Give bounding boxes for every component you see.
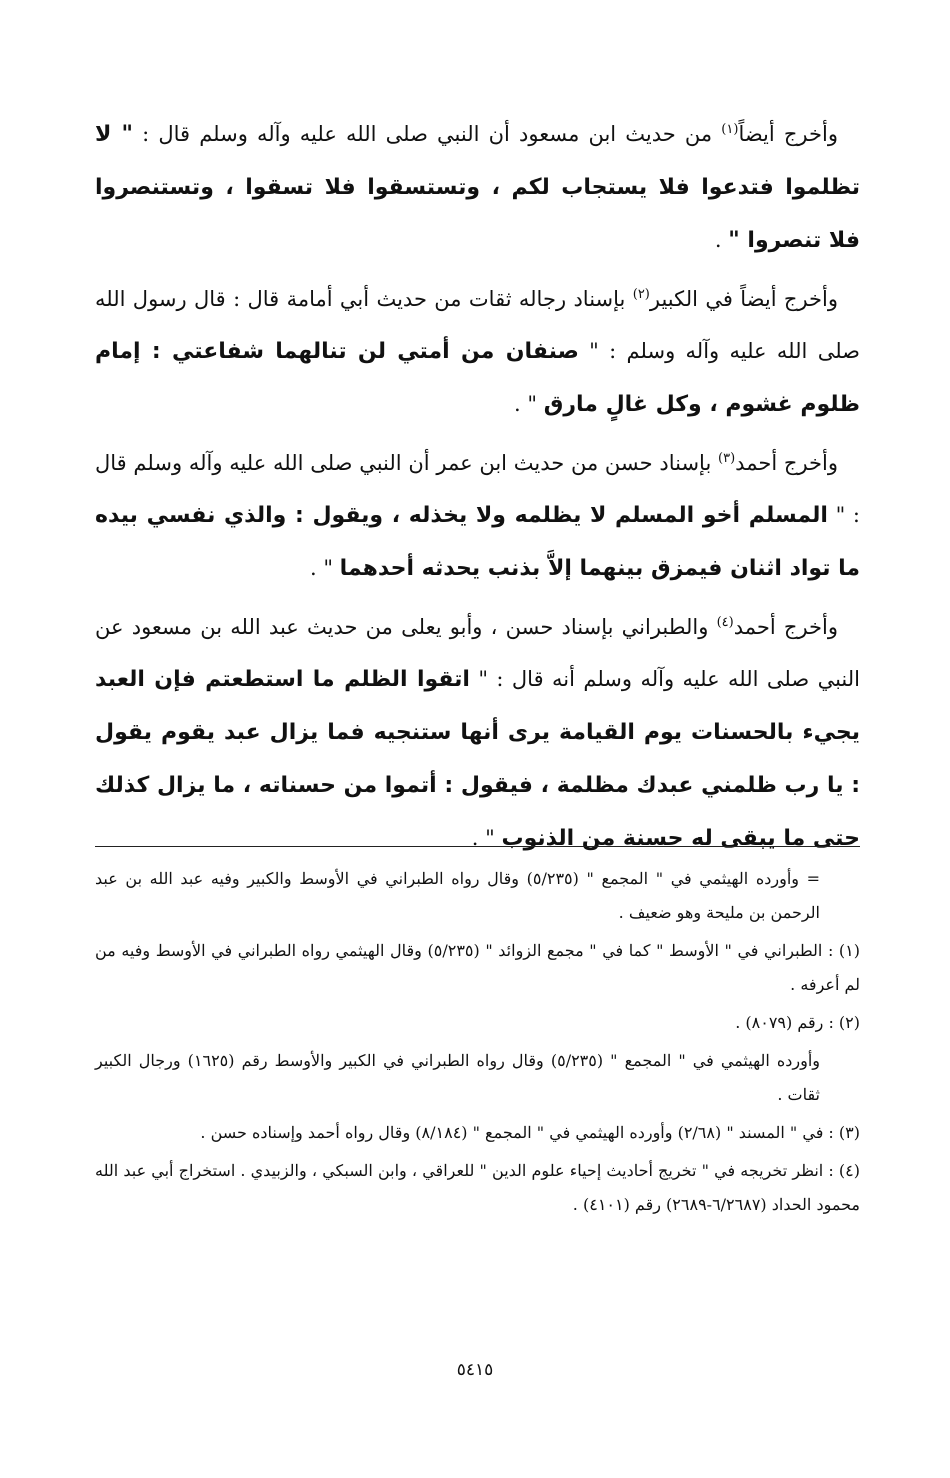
footnote-3: (٣) : في " المسند " (٢/٦٨) وأورده الهيثمي في " المجمع " (٨/١٨٤) وقال رواه أحمد وإسناده حسن . <box>200 1123 860 1142</box>
main-text <box>95 108 860 871</box>
text: بإسناد رجاله ثقات من حديث أبي أمامة قال : قال رسول الله صلى الله عليه وآله وسلم : " <box>95 287 860 363</box>
footnote-4: (٤) : انظر تخريجه في " تخريج أحاديث إحياء علوم الدين " للعراقي ، وابن السبكي ، والزبيدي . استخراج أبي عبد الله محمود الحداد (٦/٢٦٨٧-٢٦٨٩) رقم (٤١٠١) . <box>95 1161 860 1214</box>
text: " . <box>309 556 340 580</box>
text: والطبراني بإسناد حسن ، وأبو يعلى من حديث عبد الله بن مسعود عن النبي صلى الله عليه وآله وسلم أنه قال : " <box>95 615 860 691</box>
text: . <box>714 228 729 252</box>
text: وأخرج أيضاً <box>738 122 838 146</box>
text: من حديث ابن مسعود أن النبي صلى الله عليه وآله وسلم قال : <box>132 122 722 146</box>
page-number: ٥٤١٥ <box>456 1360 494 1380</box>
text: وأخرج أحمد <box>733 615 838 639</box>
text: بإسناد حسن من حديث ابن عمر أن النبي صلى الله عليه وآله وسلم قال : " <box>95 451 860 527</box>
footnote-2: (٢) : رقم (٨٠٧٩) . <box>735 1013 860 1032</box>
text: وأخرج أيضاً في الكبير <box>649 287 838 311</box>
paragraph-2 <box>95 273 860 431</box>
hadith-text-2: صنفان من أمتي لن تنالهما شفاعتي : إمام ظلوم غشوم ، وكل غالٍ مارق <box>95 339 860 417</box>
text: " . <box>514 392 544 416</box>
footnote-divider <box>95 846 860 847</box>
hadith-text-4: اتقوا الظلم ما استطعتم فإن العبد يجيء بالحسنات يوم القيامة يرى أنها ستنجيه فما يزال عبد يقوم يقول : يا رب ظلمني عبدك مظلمة ، فيقول : أتموا من حسناته ، ما يزال كذلك حتى ما يبقى له حسنة من الذنوب <box>95 667 860 851</box>
footnote-ref-4[interactable]: (٤) <box>716 615 734 630</box>
text: وأخرج أحمد <box>735 451 838 475</box>
footnote-ref-2[interactable]: (٢) <box>632 287 650 302</box>
footnote-2-continued: وأورده الهيثمي في " المجمع " (٥/٢٣٥) وقال رواه الطبراني في الكبير والأوسط رقم (١٦٢٥) ورجال الكبير ثقات . <box>95 1051 820 1104</box>
footnote-ref-3[interactable]: (٣) <box>718 451 736 466</box>
paragraph-4 <box>95 601 860 865</box>
hadith-text-1: " لا تظلموا فتدعوا فلا يستجاب لكم ، وتستسقوا فلا تسقوا ، وتستنصروا فلا تنصروا " <box>95 122 860 253</box>
text: " . <box>471 826 502 850</box>
footnote-1: (١) : الطبراني في " الأوسط " كما في " مجمع الزوائد " (٥/٢٣٥) وقال الهيثمي رواه الطبراني في الأوسط وفيه من لم أعرفه . <box>95 941 861 994</box>
hadith-text-3: المسلم أخو المسلم لا يظلمه ولا يخذله ، ويقول : والذي نفسي بيده ما تواد اثنان فيمزق بينهما إلاَّ بذنب يحدثه أحدهما <box>95 503 860 581</box>
footnote-continued: = وأورده الهيثمي في " المجمع " (٥/٢٣٥) وقال رواه الطبراني في الأوسط والكبير وفيه عبد الله بن عبد الرحمن بن مليحة وهو ضعيف . <box>95 869 821 922</box>
footnote-ref-1[interactable]: (١) <box>721 122 739 137</box>
paragraph-1 <box>95 108 860 267</box>
footnotes <box>95 862 860 1226</box>
paragraph-3 <box>95 437 860 595</box>
